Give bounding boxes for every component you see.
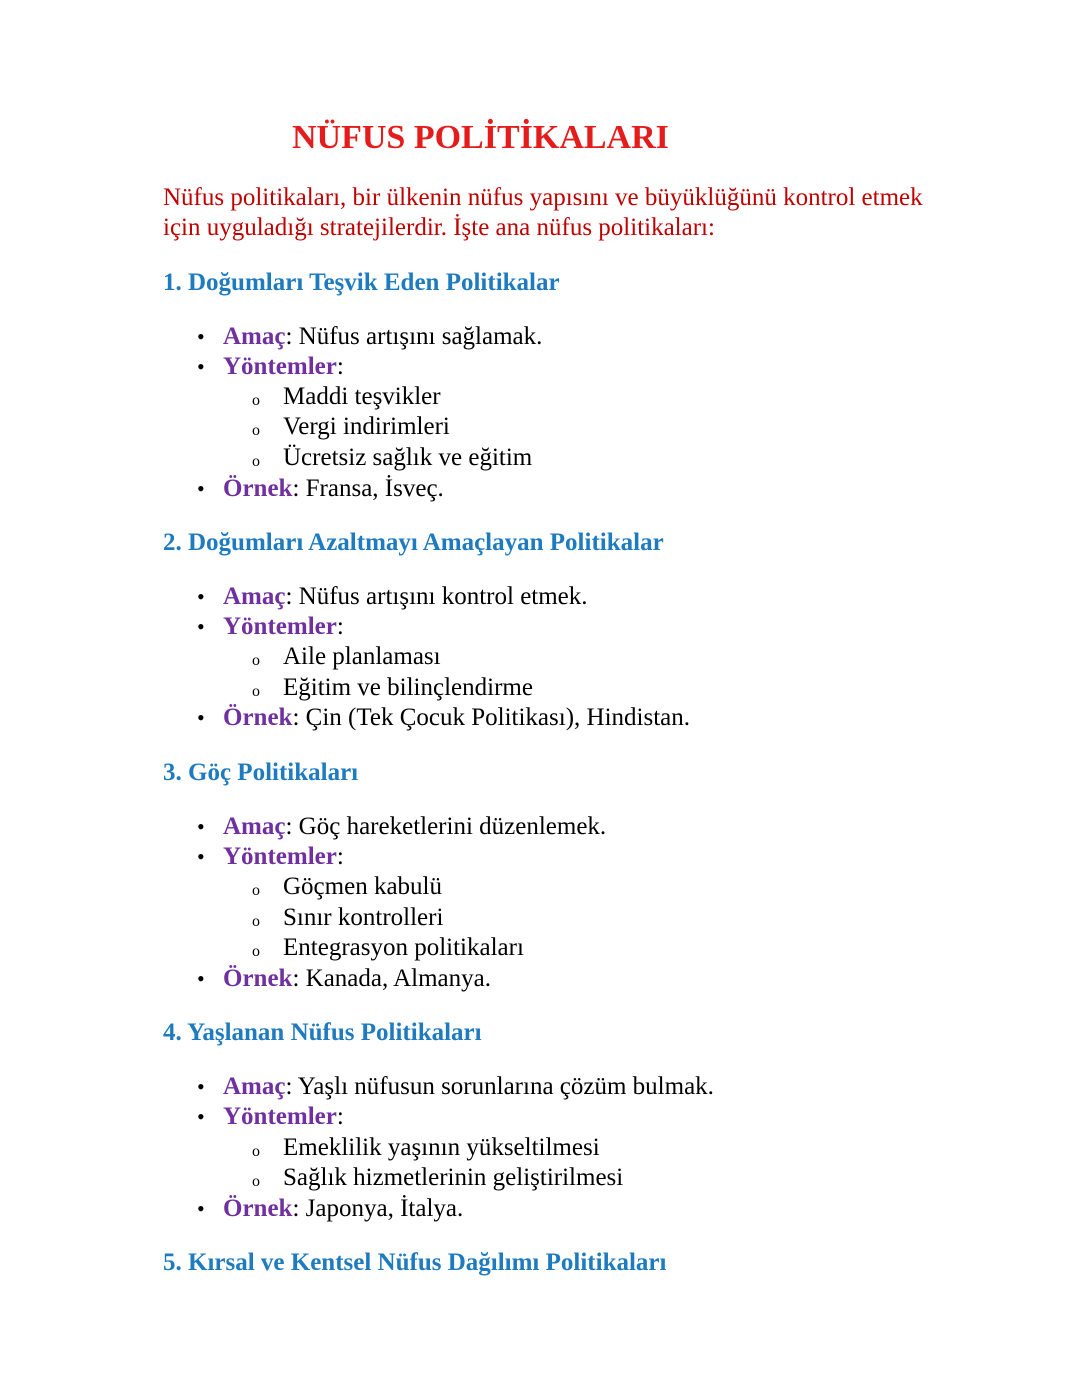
bullet-dot: • — [197, 966, 205, 991]
yontemler-label: Yöntemler — [223, 353, 337, 380]
method-item: Ücretsiz sağlık ve eğitim — [283, 444, 533, 471]
amac-text: : Nüfus artışını sağlamak. — [285, 323, 543, 350]
sub-bullet-circle: o — [252, 1173, 260, 1190]
bullet-dot: • — [197, 476, 205, 501]
sub-bullet-circle: o — [252, 392, 260, 409]
ornek-label: Örnek — [223, 965, 293, 992]
method-item: Entegrasyon politikaları — [283, 934, 524, 961]
ornek-label: Örnek — [223, 704, 293, 731]
ornek-row — [223, 1194, 463, 1224]
method-item: Sınır kontrolleri — [283, 904, 444, 931]
amac-text: : Nüfus artışını kontrol etmek. — [285, 583, 588, 610]
sub-bullet-circle: o — [252, 913, 260, 930]
section-heading-3: 3. Göç Politikaları — [163, 759, 359, 786]
amac-row — [223, 322, 542, 352]
bullet-dot: • — [197, 584, 205, 609]
section-heading-1: 1. Doğumları Teşvik Eden Politikalar — [163, 269, 560, 296]
amac-row — [223, 812, 606, 842]
method-item: Sağlık hizmetlerinin geliştirilmesi — [283, 1164, 624, 1191]
section-heading-4: 4. Yaşlanan Nüfus Politikaları — [163, 1019, 482, 1046]
bullet-dot: • — [197, 705, 205, 730]
ornek-text: : Çin (Tek Çocuk Politikası), Hindistan. — [292, 704, 690, 731]
ornek-text: : Kanada, Almanya. — [292, 965, 492, 992]
yontemler-label: Yöntemler — [223, 613, 337, 640]
sub-bullet-circle: o — [252, 882, 260, 899]
sub-bullet-circle: o — [252, 1143, 260, 1160]
bullet-dot: • — [197, 354, 205, 379]
method-item: Eğitim ve bilinçlendirme — [283, 674, 533, 701]
yontemler-label: Yöntemler — [223, 1103, 337, 1130]
yontemler-colon: : — [336, 1103, 344, 1130]
yontemler-colon: : — [336, 843, 344, 870]
yontemler-colon: : — [336, 353, 344, 380]
yontemler-row — [223, 612, 344, 642]
ornek-row — [223, 474, 444, 504]
sub-bullet-circle: o — [252, 422, 260, 439]
sub-bullet-circle: o — [252, 652, 260, 669]
bullet-dot: • — [197, 614, 205, 639]
bullet-dot: • — [197, 844, 205, 869]
amac-label: Amaç — [223, 813, 286, 840]
amac-row — [223, 582, 588, 612]
amac-row — [223, 1072, 714, 1102]
yontemler-label: Yöntemler — [223, 843, 337, 870]
page-title: NÜFUS POLİTİKALARI — [292, 119, 669, 156]
ornek-text: : Japonya, İtalya. — [292, 1195, 464, 1222]
section-heading-5: 5. Kırsal ve Kentsel Nüfus Dağılımı Politikaları — [163, 1249, 667, 1276]
ornek-label: Örnek — [223, 475, 293, 502]
ornek-label: Örnek — [223, 1195, 293, 1222]
amac-label: Amaç — [223, 583, 286, 610]
yontemler-colon: : — [336, 613, 344, 640]
yontemler-row — [223, 352, 344, 382]
intro-paragraph: Nüfus politikaları, bir ülkenin nüfus yapısını ve büyüklüğünü kontrol etmek için uyguladığı stratejilerdir. İşte ana nüfus politikaları: — [163, 184, 923, 241]
bullet-dot: • — [197, 1074, 205, 1099]
yontemler-row — [223, 842, 344, 872]
yontemler-row — [223, 1102, 344, 1132]
method-item: Aile planlaması — [283, 643, 441, 670]
bullet-dot: • — [197, 1196, 205, 1221]
amac-text: : Göç hareketlerini düzenlemek. — [285, 813, 607, 840]
bullet-dot: • — [197, 324, 205, 349]
ornek-row — [223, 964, 491, 994]
bullet-dot: • — [197, 814, 205, 839]
method-item: Maddi teşvikler — [283, 383, 441, 410]
method-item: Emeklilik yaşının yükseltilmesi — [283, 1134, 600, 1161]
bullet-dot: • — [197, 1104, 205, 1129]
section-heading-2: 2. Doğumları Azaltmayı Amaçlayan Politikalar — [163, 529, 664, 556]
method-item: Göçmen kabulü — [283, 873, 442, 900]
sub-bullet-circle: o — [252, 943, 260, 960]
method-item: Vergi indirimleri — [283, 413, 450, 440]
amac-label: Amaç — [223, 323, 286, 350]
amac-text: : Yaşlı nüfusun sorunlarına çözüm bulmak. — [285, 1073, 714, 1100]
sub-bullet-circle: o — [252, 453, 260, 470]
ornek-row — [223, 703, 690, 733]
sub-bullet-circle: o — [252, 683, 260, 700]
amac-label: Amaç — [223, 1073, 286, 1100]
ornek-text: : Fransa, İsveç. — [292, 475, 444, 502]
